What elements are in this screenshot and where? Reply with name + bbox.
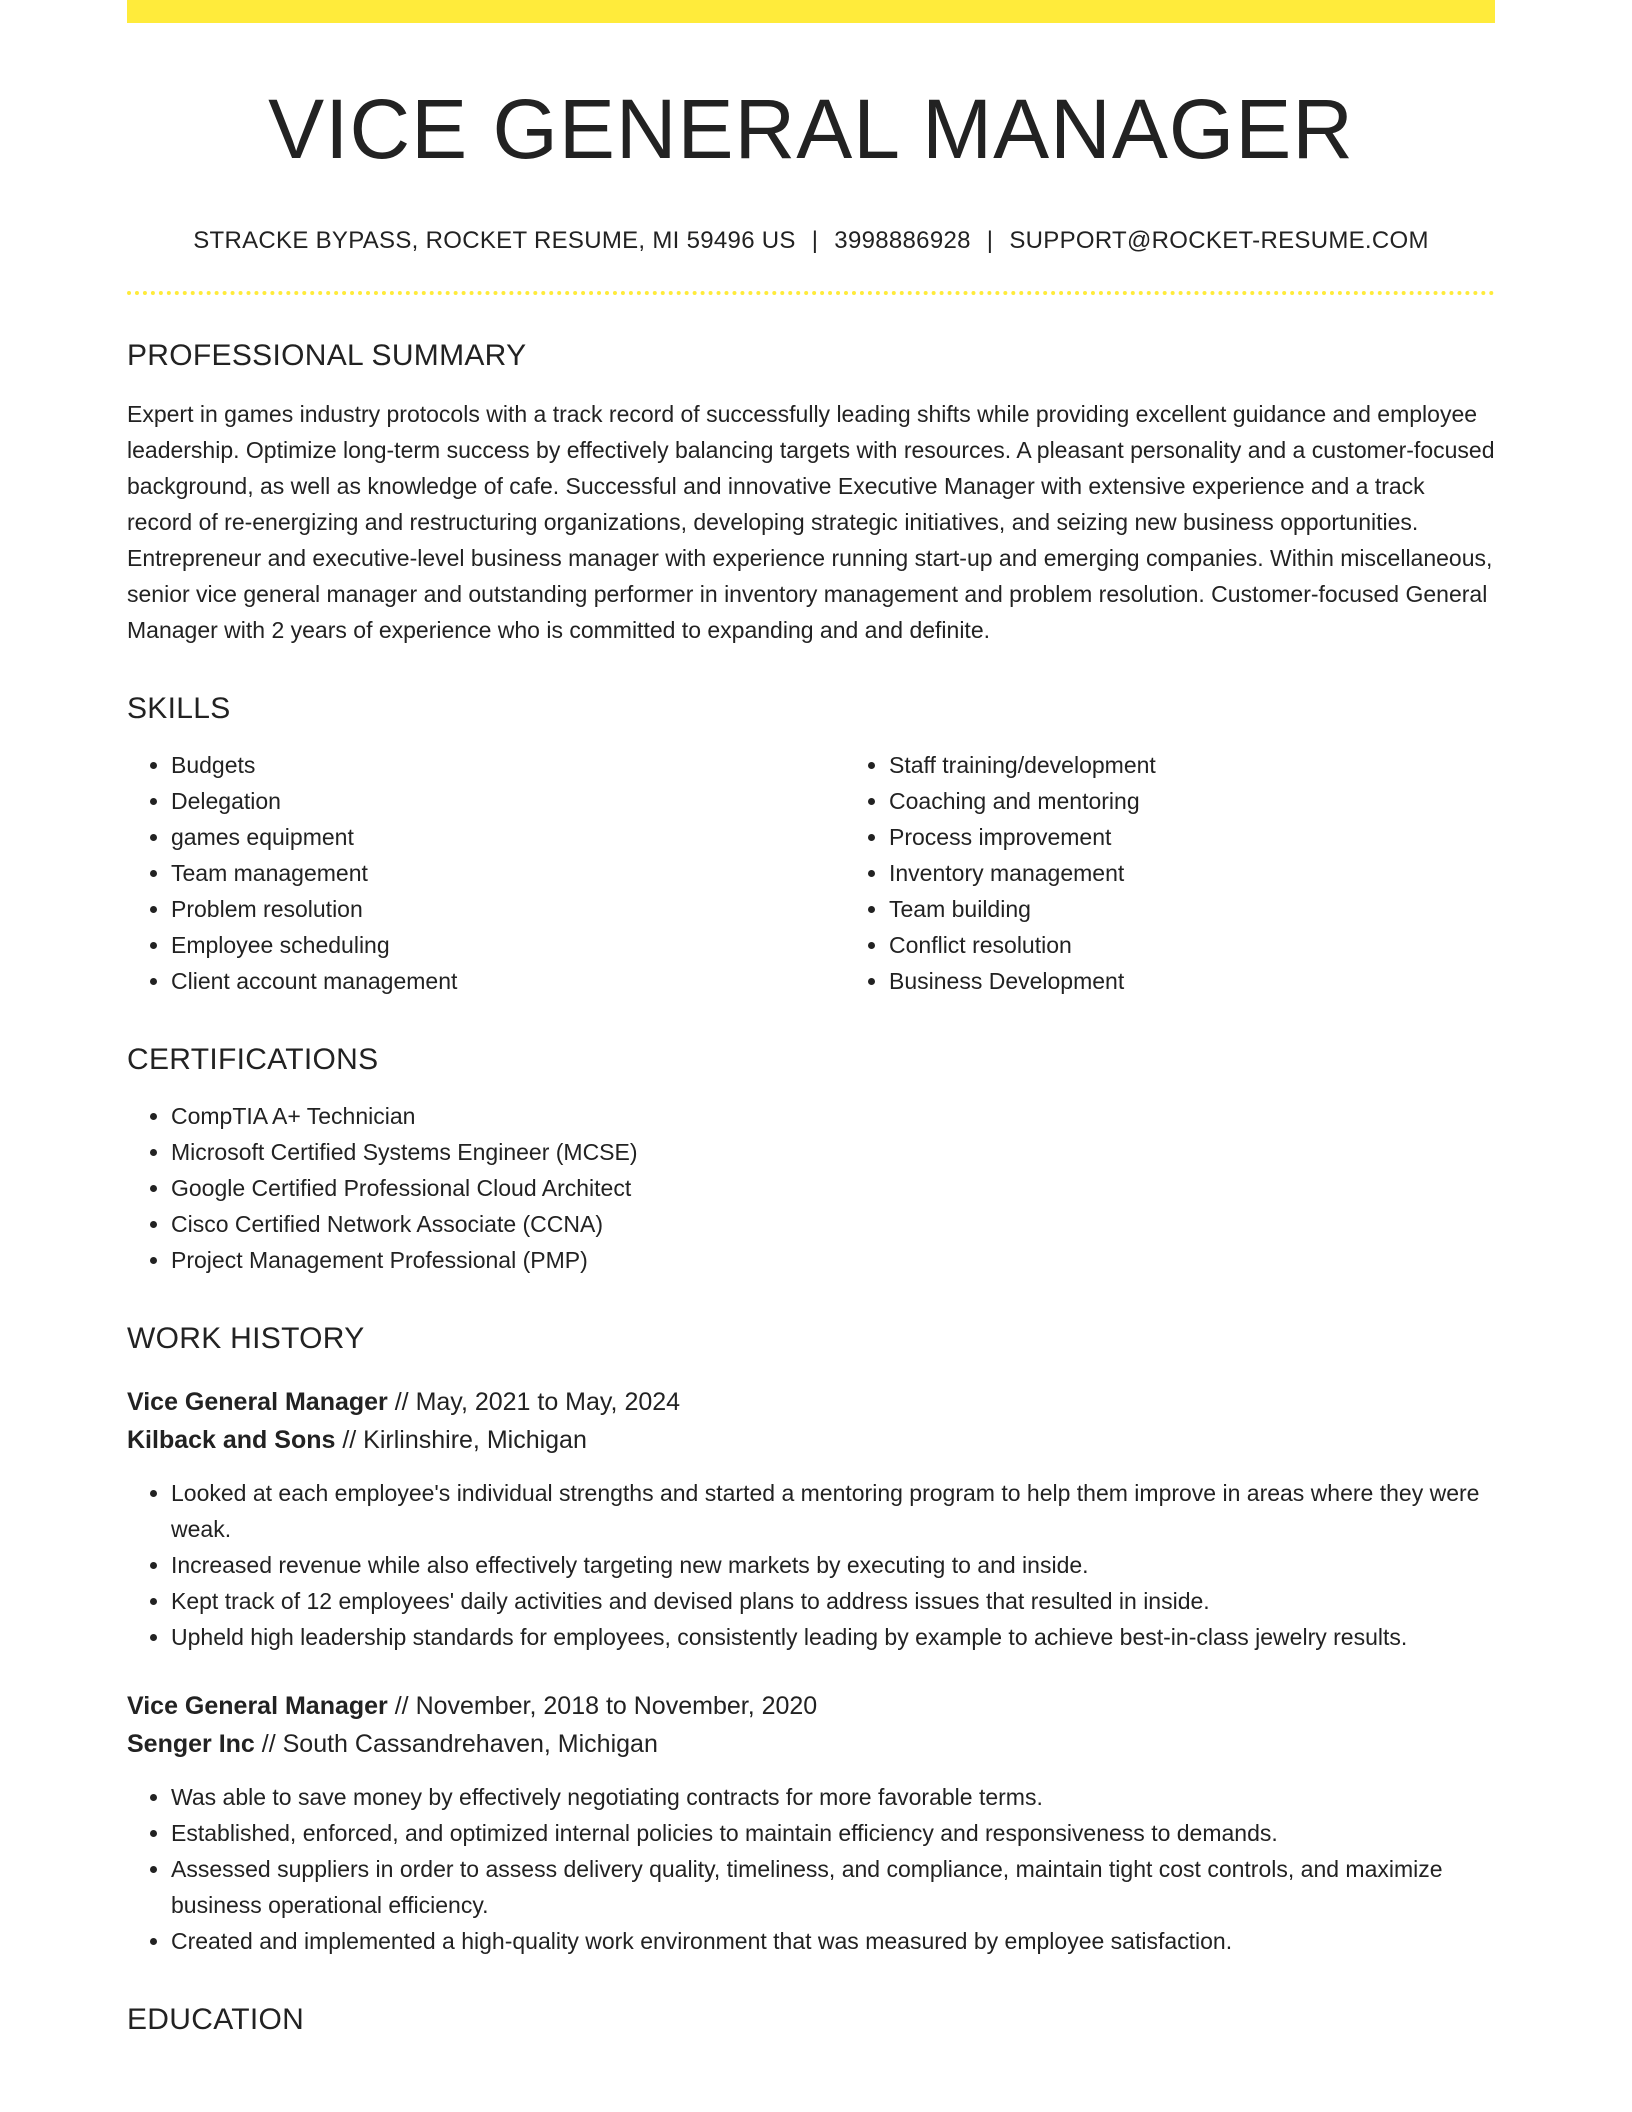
- skill-item: • Team building: [889, 891, 1495, 927]
- summary-text: Expert in games industry protocols with a track record of successfully leading shifts while providing excellent guidance and employee leadership. Optimize long-term success by effectively balancing targets with resources. A pleasant personality and a customer-focused background, as well as knowledge of cafe. Successful and innovative Executive Manager with extensive experience and a track record of re-energizing and restructuring organizations, developing strategic initiatives, and seizing new business opportunities. Entrepreneur and executive-level business manager with experience running start-up and emerging companies. Within miscellaneous, senior vice general manager and outstanding performer in inventory management and problem resolution. Customer-focused General Manager with 2 years of experience who is committed to expanding and and definite.: [127, 401, 1495, 644]
- summary-section: [127, 339, 1495, 648]
- contact-separator: |: [986, 227, 994, 255]
- work-history-section: [127, 1322, 1495, 1959]
- job-bullets: [127, 1475, 1495, 1655]
- skill-item: • Employee scheduling: [171, 927, 845, 963]
- skill-item: • Coaching and mentoring: [889, 783, 1495, 819]
- contact-separator: |: [811, 227, 819, 255]
- job-dates: // May, 2021 to May, 2024: [387, 1388, 681, 1417]
- resume-page: [127, 0, 1495, 2036]
- job-entry: [127, 1383, 1495, 1655]
- job-title-line: [127, 1687, 1495, 1725]
- job-dates: // November, 2018 to November, 2020: [387, 1692, 818, 1721]
- skill-item: • Team management: [171, 855, 845, 891]
- skill-item: • Client account management: [171, 963, 845, 999]
- top-accent-bar: [127, 0, 1495, 23]
- job-entry: [127, 1687, 1495, 1959]
- skill-item: • Problem resolution: [171, 891, 845, 927]
- job-bullets: [127, 1779, 1495, 1959]
- job-bullet: • Assessed suppliers in order to assess delivery quality, timeliness, and compliance, maintain tight cost controls, and maximize business operational efficiency.: [171, 1851, 1495, 1923]
- certification-item: • CompTIA A+ Technician: [171, 1098, 1495, 1134]
- skills-section: [127, 692, 1495, 999]
- education-section: [127, 2003, 1495, 2036]
- skill-item: • Delegation: [171, 783, 845, 819]
- skills-list-right: [845, 747, 1495, 999]
- contact-email: SUPPORT@ROCKET-RESUME.COM: [1009, 227, 1429, 255]
- certifications-heading: CERTIFICATIONS: [127, 1043, 379, 1077]
- summary-heading: PROFESSIONAL SUMMARY: [127, 339, 527, 373]
- job-company-line: [127, 1725, 1495, 1763]
- certifications-list: [127, 1098, 1495, 1278]
- job-bullet: • Was able to save money by effectively negotiating contracts for more favorable terms.: [171, 1779, 1495, 1815]
- skill-item: • Process improvement: [889, 819, 1495, 855]
- job-bullet: • Upheld high leadership standards for employees, consistently leading by example to achieve best-in-class jewelry results.: [171, 1619, 1495, 1655]
- skill-item: • games equipment: [171, 819, 845, 855]
- job-bullet: • Increased revenue while also effectively targeting new markets by executing to and inside.: [171, 1547, 1495, 1583]
- job-company: Kilback and Sons: [127, 1426, 336, 1455]
- certifications-section: [127, 1043, 1495, 1278]
- skills-list-left: [127, 747, 845, 999]
- certification-item: • Cisco Certified Network Associate (CCNA): [171, 1206, 1495, 1242]
- contact-line: [127, 227, 1495, 255]
- skills-columns: [127, 747, 1495, 999]
- job-title: Vice General Manager: [127, 1692, 388, 1721]
- skill-item: • Conflict resolution: [889, 927, 1495, 963]
- job-bullet: • Created and implemented a high-quality work environment that was measured by employee satisfaction.: [171, 1923, 1495, 1959]
- contact-phone: 3998886928: [834, 227, 971, 255]
- skills-heading: SKILLS: [127, 692, 231, 726]
- certification-item: • Google Certified Professional Cloud Architect: [171, 1170, 1495, 1206]
- work-history-heading: WORK HISTORY: [127, 1322, 365, 1356]
- skill-item: • Business Development: [889, 963, 1495, 999]
- job-title: Vice General Manager: [127, 1388, 388, 1417]
- certification-item: • Microsoft Certified Systems Engineer (MCSE): [171, 1134, 1495, 1170]
- skill-item: • Budgets: [171, 747, 845, 783]
- job-company: Senger Inc: [127, 1730, 255, 1759]
- dotted-divider: [127, 291, 1495, 295]
- job-title-line: [127, 1383, 1495, 1421]
- job-bullet: • Looked at each employee's individual strengths and started a mentoring program to help them improve in areas where they were weak.: [171, 1475, 1495, 1547]
- job-location: // South Cassandrehaven, Michigan: [254, 1730, 658, 1759]
- skill-item: • Inventory management: [889, 855, 1495, 891]
- candidate-title: VICE GENERAL MANAGER: [268, 82, 1354, 176]
- job-bullet: • Kept track of 12 employees' daily activities and devised plans to address issues that resulted in inside.: [171, 1583, 1495, 1619]
- job-location: // Kirlinshire, Michigan: [335, 1426, 587, 1455]
- certification-item: • Project Management Professional (PMP): [171, 1242, 1495, 1278]
- skill-item: • Staff training/development: [889, 747, 1495, 783]
- job-bullet: • Established, enforced, and optimized internal policies to maintain efficiency and responsiveness to demands.: [171, 1815, 1495, 1851]
- contact-address: STRACKE BYPASS, ROCKET RESUME, MI 59496 US: [193, 227, 796, 255]
- job-company-line: [127, 1421, 1495, 1459]
- education-heading: EDUCATION: [127, 2003, 305, 2037]
